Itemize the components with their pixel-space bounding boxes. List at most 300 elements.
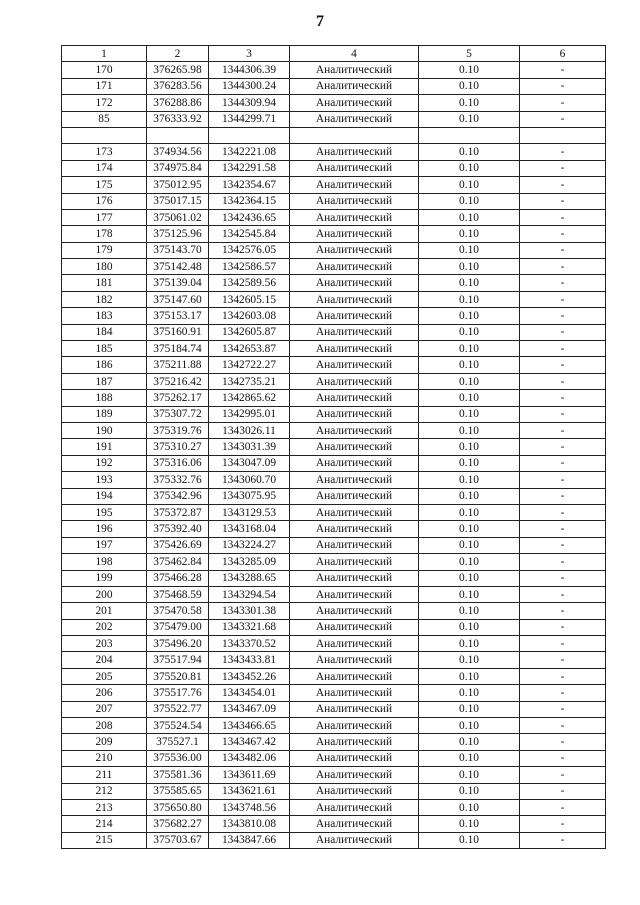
table-cell: 0.10	[419, 586, 520, 602]
table-cell: 190	[62, 422, 147, 438]
table-cell: Аналитический	[290, 799, 419, 815]
table-row	[62, 357, 606, 373]
table-cell: 0.10	[419, 685, 520, 701]
table-cell: 1343294.54	[209, 586, 290, 602]
table-cell: 375332.76	[147, 472, 209, 488]
table-cell: -	[520, 324, 606, 340]
table-cell: -	[520, 783, 606, 799]
table-cell: 1343467.09	[209, 701, 290, 717]
table-cell: Аналитический	[290, 242, 419, 258]
table-cell: -	[520, 685, 606, 701]
table-cell: Аналитический	[290, 636, 419, 652]
table-cell	[419, 127, 520, 143]
table-cell: 1342576.05	[209, 242, 290, 258]
table-cell: 192	[62, 455, 147, 471]
table-cell: 1343047.09	[209, 455, 290, 471]
table-cell: 0.10	[419, 488, 520, 504]
table-row	[62, 455, 606, 471]
table-cell: -	[520, 570, 606, 586]
table-cell: 1342605.87	[209, 324, 290, 340]
table-cell: 1342735.21	[209, 373, 290, 389]
table-cell: 0.10	[419, 521, 520, 537]
table-cell: 375392.40	[147, 521, 209, 537]
table-cell: 375184.74	[147, 341, 209, 357]
table-cell: 185	[62, 341, 147, 357]
table-cell: Аналитический	[290, 816, 419, 832]
table-cell: 375310.27	[147, 439, 209, 455]
table-cell: Аналитический	[290, 177, 419, 193]
table-cell: Аналитический	[290, 455, 419, 471]
table-cell: 0.10	[419, 341, 520, 357]
table-cell: Аналитический	[290, 308, 419, 324]
table-cell: 375153.17	[147, 308, 209, 324]
table-cell: 1344309.94	[209, 95, 290, 111]
table-cell: 1343482.06	[209, 750, 290, 766]
table-cell: Аналитический	[290, 111, 419, 127]
table-cell: 1343621.61	[209, 783, 290, 799]
table-cell: Аналитический	[290, 324, 419, 340]
table-cell: 1342291.58	[209, 160, 290, 176]
table-cell: 184	[62, 324, 147, 340]
table-row	[62, 701, 606, 717]
table-row	[62, 259, 606, 275]
table-row	[62, 554, 606, 570]
table-cell: -	[520, 619, 606, 635]
table-cell: -	[520, 390, 606, 406]
table-cell: 201	[62, 603, 147, 619]
table-cell: 213	[62, 799, 147, 815]
table-cell: Аналитический	[290, 390, 419, 406]
table-cell	[209, 127, 290, 143]
table-cell: 375211.88	[147, 357, 209, 373]
table-cell: 1342722.27	[209, 357, 290, 373]
header-cell: 3	[209, 46, 290, 62]
table-cell: Аналитический	[290, 422, 419, 438]
table-cell: -	[520, 832, 606, 848]
table-row	[62, 177, 606, 193]
table-cell: 212	[62, 783, 147, 799]
table-cell: Аналитический	[290, 701, 419, 717]
table-row	[62, 668, 606, 684]
table-cell: -	[520, 718, 606, 734]
table-cell: 0.10	[419, 668, 520, 684]
table-cell: 0.10	[419, 373, 520, 389]
table-cell: -	[520, 193, 606, 209]
table-cell	[520, 127, 606, 143]
table-cell: 0.10	[419, 95, 520, 111]
table-cell: 375462.84	[147, 554, 209, 570]
table-cell: 1342364.15	[209, 193, 290, 209]
table-cell: -	[520, 259, 606, 275]
header-cell: 6	[520, 46, 606, 62]
table-cell: 375012.95	[147, 177, 209, 193]
table-cell: -	[520, 455, 606, 471]
table-cell: -	[520, 701, 606, 717]
table-cell: -	[520, 816, 606, 832]
table-cell: Аналитический	[290, 586, 419, 602]
table-cell: 0.10	[419, 537, 520, 553]
table-cell: 375143.70	[147, 242, 209, 258]
table-cell: 195	[62, 504, 147, 520]
table-cell: Аналитический	[290, 275, 419, 291]
table-row	[62, 62, 606, 78]
table-cell: Аналитический	[290, 685, 419, 701]
table-cell: 210	[62, 750, 147, 766]
table-cell: 375125.96	[147, 226, 209, 242]
table-row	[62, 832, 606, 848]
table-cell: Аналитический	[290, 554, 419, 570]
table-cell: -	[520, 357, 606, 373]
table-cell: 197	[62, 537, 147, 553]
table-cell: -	[520, 78, 606, 94]
table-cell: 375682.27	[147, 816, 209, 832]
table-row	[62, 160, 606, 176]
table-cell: Аналитический	[290, 62, 419, 78]
table-cell: 206	[62, 685, 147, 701]
table-row	[62, 750, 606, 766]
table-cell: 1342603.08	[209, 308, 290, 324]
header-cell: 2	[147, 46, 209, 62]
table-cell: 0.10	[419, 291, 520, 307]
table-cell: 374975.84	[147, 160, 209, 176]
table-cell: -	[520, 652, 606, 668]
table-cell: 0.10	[419, 718, 520, 734]
table-row	[62, 209, 606, 225]
table-cell: 193	[62, 472, 147, 488]
table-cell: 1344299.71	[209, 111, 290, 127]
table-cell: Аналитический	[290, 95, 419, 111]
table-header	[62, 46, 606, 62]
table-cell: -	[520, 636, 606, 652]
table-cell: 0.10	[419, 734, 520, 750]
table-row	[62, 783, 606, 799]
table-cell: 0.10	[419, 259, 520, 275]
table-cell	[62, 127, 147, 143]
table-cell: -	[520, 144, 606, 160]
table-cell: 0.10	[419, 832, 520, 848]
table-cell: 0.10	[419, 209, 520, 225]
table-cell: 1343452.26	[209, 668, 290, 684]
table-cell: 1343301.38	[209, 603, 290, 619]
table-cell: Аналитический	[290, 504, 419, 520]
table-cell: -	[520, 439, 606, 455]
table-cell: 0.10	[419, 472, 520, 488]
table-cell: 1342354.67	[209, 177, 290, 193]
table-cell: 211	[62, 767, 147, 783]
table-row	[62, 291, 606, 307]
table-cell: -	[520, 226, 606, 242]
table-cell: 191	[62, 439, 147, 455]
table-cell: 0.10	[419, 799, 520, 815]
table-cell: 174	[62, 160, 147, 176]
table-cell: 0.10	[419, 390, 520, 406]
table-cell: 0.10	[419, 554, 520, 570]
table-cell: 0.10	[419, 144, 520, 160]
table-cell: 196	[62, 521, 147, 537]
table-cell: 1343321.68	[209, 619, 290, 635]
table-cell: 0.10	[419, 422, 520, 438]
table-cell: 375142.48	[147, 259, 209, 275]
table-row	[62, 390, 606, 406]
table-cell: 199	[62, 570, 147, 586]
table-cell: 375147.60	[147, 291, 209, 307]
table-cell: 375319.76	[147, 422, 209, 438]
table-cell: 375307.72	[147, 406, 209, 422]
table-cell: 208	[62, 718, 147, 734]
table-cell: 375527.1	[147, 734, 209, 750]
table-cell: 375703.67	[147, 832, 209, 848]
table-cell: 172	[62, 95, 147, 111]
table-cell: 1342995.01	[209, 406, 290, 422]
table-cell: 1343433.81	[209, 652, 290, 668]
table-cell: 376333.92	[147, 111, 209, 127]
table-row	[62, 619, 606, 635]
table-row	[62, 799, 606, 815]
table-cell: Аналитический	[290, 718, 419, 734]
table-cell: 0.10	[419, 62, 520, 78]
table-cell: 375517.94	[147, 652, 209, 668]
table-body	[62, 62, 606, 849]
table-cell: 181	[62, 275, 147, 291]
table-cell: 0.10	[419, 750, 520, 766]
table-cell: 1342436.65	[209, 209, 290, 225]
table-cell: 0.10	[419, 570, 520, 586]
table-cell: Аналитический	[290, 259, 419, 275]
table-cell: 0.10	[419, 226, 520, 242]
table-cell: Аналитический	[290, 783, 419, 799]
table-cell: 203	[62, 636, 147, 652]
header-cell: 5	[419, 46, 520, 62]
table-cell: -	[520, 62, 606, 78]
table-cell: -	[520, 767, 606, 783]
table-cell: 375581.36	[147, 767, 209, 783]
table-cell: 0.10	[419, 357, 520, 373]
table-cell: 1343467.42	[209, 734, 290, 750]
table-cell: 177	[62, 209, 147, 225]
table-row	[62, 816, 606, 832]
table-cell: 375342.96	[147, 488, 209, 504]
table-cell: 375479.00	[147, 619, 209, 635]
table-cell: Аналитический	[290, 832, 419, 848]
table-row	[62, 242, 606, 258]
table-cell: -	[520, 586, 606, 602]
table-cell: 1343611.69	[209, 767, 290, 783]
table-cell: Аналитический	[290, 357, 419, 373]
table-cell: 375061.02	[147, 209, 209, 225]
table-cell: 1342545.84	[209, 226, 290, 242]
table-cell: 187	[62, 373, 147, 389]
table-cell: 375536.00	[147, 750, 209, 766]
table-cell: 375216.42	[147, 373, 209, 389]
table-cell: 1343075.95	[209, 488, 290, 504]
table-cell: 202	[62, 619, 147, 635]
table-cell: Аналитический	[290, 406, 419, 422]
table-cell: 186	[62, 357, 147, 373]
table-cell: 170	[62, 62, 147, 78]
table-cell: -	[520, 422, 606, 438]
table-cell: 1342653.87	[209, 341, 290, 357]
table-cell: 0.10	[419, 111, 520, 127]
table-cell: 375522.77	[147, 701, 209, 717]
table-cell: 182	[62, 291, 147, 307]
table-row	[62, 127, 606, 143]
table-cell: 0.10	[419, 308, 520, 324]
table-cell: 0.10	[419, 455, 520, 471]
table-cell: 176	[62, 193, 147, 209]
table-cell: -	[520, 209, 606, 225]
table-cell: Аналитический	[290, 521, 419, 537]
header-cell: 4	[290, 46, 419, 62]
table-cell: 1343060.70	[209, 472, 290, 488]
table-cell: 194	[62, 488, 147, 504]
table-cell: -	[520, 472, 606, 488]
table-row	[62, 718, 606, 734]
table-row	[62, 570, 606, 586]
table-row	[62, 537, 606, 553]
table-cell: 0.10	[419, 406, 520, 422]
table-cell: 207	[62, 701, 147, 717]
table-cell: Аналитический	[290, 160, 419, 176]
table-cell: 1343026.11	[209, 422, 290, 438]
table-cell: -	[520, 275, 606, 291]
table-cell: Аналитический	[290, 209, 419, 225]
table-cell: -	[520, 537, 606, 553]
table-cell: Аналитический	[290, 472, 419, 488]
table-cell: 183	[62, 308, 147, 324]
table-cell: 374934.56	[147, 144, 209, 160]
table-cell: 375520.81	[147, 668, 209, 684]
table-cell: 375372.87	[147, 504, 209, 520]
table-cell: Аналитический	[290, 668, 419, 684]
table-cell: -	[520, 521, 606, 537]
table-cell: -	[520, 406, 606, 422]
table-cell: Аналитический	[290, 226, 419, 242]
table-cell: 0.10	[419, 701, 520, 717]
table-cell: 375585.65	[147, 783, 209, 799]
table-cell: 179	[62, 242, 147, 258]
table-cell: 1343129.53	[209, 504, 290, 520]
table-cell: Аналитический	[290, 144, 419, 160]
table-cell: -	[520, 177, 606, 193]
table-cell: 171	[62, 78, 147, 94]
table-cell: 205	[62, 668, 147, 684]
table-cell: 1343168.04	[209, 521, 290, 537]
table-cell: 1342589.56	[209, 275, 290, 291]
table-row	[62, 373, 606, 389]
table-cell: 375517.76	[147, 685, 209, 701]
table-row	[62, 504, 606, 520]
table-cell: -	[520, 111, 606, 127]
table-cell: 214	[62, 816, 147, 832]
table-row	[62, 734, 606, 750]
table-cell: 198	[62, 554, 147, 570]
table-cell: 204	[62, 652, 147, 668]
table-cell: 1343288.65	[209, 570, 290, 586]
coordinates-table	[61, 45, 606, 849]
table-cell: 0.10	[419, 78, 520, 94]
table-cell: -	[520, 603, 606, 619]
table-cell: Аналитический	[290, 439, 419, 455]
table-cell: 180	[62, 259, 147, 275]
table-cell: Аналитический	[290, 652, 419, 668]
table-cell: 0.10	[419, 160, 520, 176]
table-cell: 85	[62, 111, 147, 127]
table-cell: Аналитический	[290, 734, 419, 750]
table-cell: 173	[62, 144, 147, 160]
table-cell: 375468.59	[147, 586, 209, 602]
table-cell: -	[520, 160, 606, 176]
table-cell: 376265.98	[147, 62, 209, 78]
table-row	[62, 144, 606, 160]
table-cell: 0.10	[419, 324, 520, 340]
table-row	[62, 586, 606, 602]
table-cell: 175	[62, 177, 147, 193]
table-cell: Аналитический	[290, 193, 419, 209]
table-row	[62, 636, 606, 652]
table-row	[62, 652, 606, 668]
table-row	[62, 521, 606, 537]
table-cell: 188	[62, 390, 147, 406]
table-cell: 1343370.52	[209, 636, 290, 652]
table-cell: 375650.80	[147, 799, 209, 815]
table-row	[62, 406, 606, 422]
table-cell: 1344300.24	[209, 78, 290, 94]
table-row	[62, 226, 606, 242]
table-row	[62, 324, 606, 340]
table-row	[62, 193, 606, 209]
table-row	[62, 341, 606, 357]
table-cell: 1343847.66	[209, 832, 290, 848]
table-cell: 0.10	[419, 242, 520, 258]
table-cell: -	[520, 291, 606, 307]
table-cell: Аналитический	[290, 488, 419, 504]
table-cell: -	[520, 750, 606, 766]
table-cell: 0.10	[419, 504, 520, 520]
table-cell: Аналитический	[290, 603, 419, 619]
table-cell: 376288.86	[147, 95, 209, 111]
table-cell: 1342605.15	[209, 291, 290, 307]
table-cell: 1343810.08	[209, 816, 290, 832]
table-cell: 376283.56	[147, 78, 209, 94]
table-cell: -	[520, 504, 606, 520]
table-cell: 0.10	[419, 275, 520, 291]
table-cell: Аналитический	[290, 570, 419, 586]
table-cell: 0.10	[419, 619, 520, 635]
table-cell: 375262.17	[147, 390, 209, 406]
table-cell: 209	[62, 734, 147, 750]
table-cell: 0.10	[419, 767, 520, 783]
table-cell: -	[520, 668, 606, 684]
table-cell: 375160.91	[147, 324, 209, 340]
table-cell: 1344306.39	[209, 62, 290, 78]
table-cell: -	[520, 242, 606, 258]
table-cell: 0.10	[419, 603, 520, 619]
table-cell: Аналитический	[290, 750, 419, 766]
table-cell: -	[520, 734, 606, 750]
table-cell: 0.10	[419, 177, 520, 193]
table-cell: 0.10	[419, 193, 520, 209]
table-cell: 375316.06	[147, 455, 209, 471]
table-cell: 0.10	[419, 636, 520, 652]
table-cell: 375017.15	[147, 193, 209, 209]
table-cell: -	[520, 341, 606, 357]
table-cell: 178	[62, 226, 147, 242]
table-cell: -	[520, 95, 606, 111]
table-row	[62, 488, 606, 504]
table-cell: Аналитический	[290, 78, 419, 94]
table-cell: 1343031.39	[209, 439, 290, 455]
table-cell: 1343466.65	[209, 718, 290, 734]
